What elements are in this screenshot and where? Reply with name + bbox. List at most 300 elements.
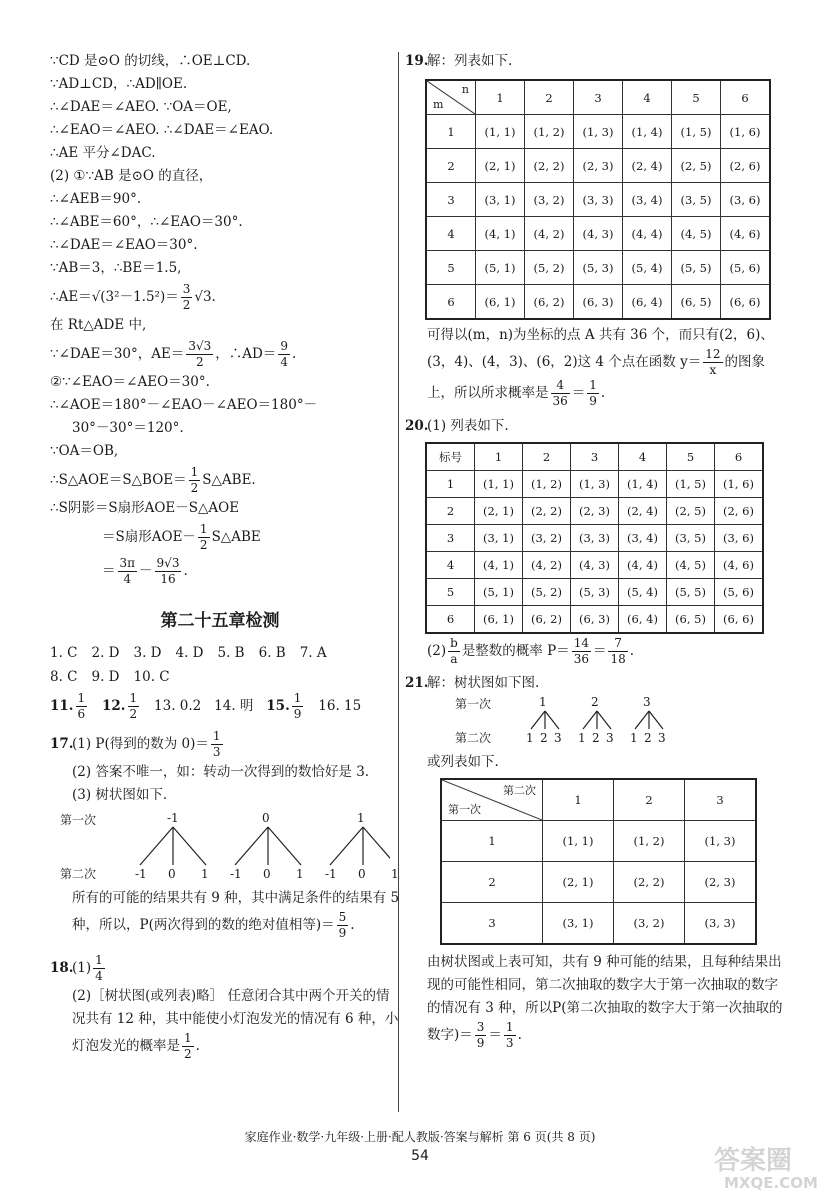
q17-p2: (2) 答案不唯一，如：转动一次得到的数恰好是 3.: [72, 764, 370, 780]
row-header: 1: [441, 821, 543, 862]
tree-branch: [531, 711, 545, 729]
tree-leaf: 3: [658, 731, 666, 745]
row-header: 3: [426, 525, 475, 552]
q21-table: [440, 778, 757, 945]
q19-table: [425, 79, 771, 320]
proof-line: ∴∠ABE＝60°，∴∠EAO＝30°.: [50, 214, 243, 230]
table-cell: (6, 6): [715, 606, 764, 634]
proof-line: ∴∠DAE＝∠AEO. ∵OA＝OE,: [50, 99, 232, 115]
table-row: [426, 606, 763, 634]
table-row: [426, 149, 770, 183]
table-cell: (1, 6): [715, 471, 764, 498]
answers-row-2: [50, 665, 390, 689]
answer-item: 5. B: [217, 645, 245, 661]
ad-prefix: ∵∠DAE＝30°，AE＝: [50, 346, 185, 362]
s4-prefix: ＝: [102, 563, 116, 579]
q17-concl-fraction: [337, 910, 349, 941]
column-header: 3: [571, 443, 619, 471]
table-cell: (4, 3): [571, 552, 619, 579]
tree-leaf: -1: [230, 867, 242, 881]
q18-p2-text: (2)［树状图(或列表)略］ 任意闭合其中两个开关的情况共有 12 种，其中能使小灯泡发光的情况有 6 种，小灯泡发光的概率是: [72, 988, 399, 1054]
proof-line: ∵OA＝OB,: [50, 443, 119, 459]
q17-concl-end: .: [350, 917, 355, 933]
q21-p-mid: ＝: [488, 1027, 502, 1043]
q19-p-fraction-2: [587, 378, 599, 409]
s3-prefix: ＝S扇形AOE－: [102, 529, 196, 545]
table-cell: (5, 6): [721, 251, 771, 285]
s4-num2: 9√3: [156, 556, 180, 570]
table-cell: (6, 3): [571, 606, 619, 634]
q14-answer: 14. 明: [214, 698, 254, 714]
s3-fraction: [198, 522, 210, 553]
table-cell: (3, 2): [614, 903, 685, 945]
q20-p-mid: ＝: [592, 643, 607, 659]
table-cell: (5, 6): [715, 579, 764, 606]
q18-p1-text: (1): [72, 960, 92, 976]
q18-p2-fraction: [182, 1031, 194, 1062]
table-cell: (6, 1): [476, 285, 525, 320]
proof-part-1: [50, 50, 390, 280]
s1-suffix: S△ABE.: [202, 472, 256, 488]
table-cell: (6, 4): [619, 606, 667, 634]
tree-branch: [583, 711, 597, 729]
tree-branch: [635, 711, 649, 729]
table-cell: (2, 1): [476, 149, 525, 183]
column-header: 1: [475, 443, 523, 471]
table-cell: (4, 2): [525, 217, 574, 251]
table-cell: (1, 1): [543, 821, 614, 862]
proof-line: (2) ①∵AB 是⊙O 的直径，: [50, 168, 213, 184]
corner-label-second: 第二次: [503, 784, 536, 797]
q12-label: 12.: [102, 698, 126, 714]
ad-num1: 3√3: [188, 339, 212, 353]
row-header: 6: [426, 606, 475, 634]
page-footer: 家庭作业·数学·九年级·上册·配人教版·答案与解析 第 6 页(共 8 页): [244, 1130, 596, 1144]
q17-number: 17.: [50, 736, 74, 752]
right-column: [405, 50, 795, 1051]
proof-line: ∴∠AOE＝180°－∠EAO－∠AEO＝180°－: [50, 397, 318, 413]
tree-leaf: 1: [201, 867, 209, 881]
s4-fraction-2: [155, 556, 182, 587]
table-cell: (1, 4): [623, 115, 672, 149]
s4-num1: 3π: [119, 556, 136, 570]
table-cell: (1, 5): [667, 471, 715, 498]
answer-item: 8. C: [50, 669, 78, 685]
q20-ba-num: b: [450, 636, 458, 650]
q20-intro: [405, 415, 797, 438]
table-cell: (2, 2): [523, 498, 571, 525]
table-cell: (4, 4): [619, 552, 667, 579]
q21-p-num1: 3: [476, 1020, 485, 1034]
table-cell: (2, 2): [525, 149, 574, 183]
row-header: 3: [441, 903, 543, 945]
table-cell: (1, 6): [721, 115, 771, 149]
q17-concl-text: 所有的可能的结果共有 9 种，其中满足条件的结果有 5 种，所以，P(两次得到的数的绝对值相等)＝: [72, 890, 400, 933]
answer-item: 2. D: [91, 645, 120, 661]
tree-node: -1: [167, 811, 179, 825]
row-header: 5: [426, 579, 475, 606]
answer-item: 3. D: [133, 645, 162, 661]
q19-p-mid: ＝: [571, 385, 586, 401]
table-cell: (6, 2): [523, 606, 571, 634]
table-cell: (4, 6): [715, 552, 764, 579]
q20-number: 20.: [405, 418, 429, 434]
q20-p-fraction-2: [608, 636, 627, 667]
q19-concl1: 可得以(m，n)为坐标的点 A 共有 36 个，而只有(2，6)、(3，4)、(4，3)、(6，2)这 4 个点在函数 y＝: [427, 327, 774, 370]
table-header-row: [426, 443, 763, 471]
tree-second-label: 第二次: [455, 731, 492, 745]
row-header: 6: [426, 285, 476, 320]
q20-intro-text: (1) 列表如下.: [427, 418, 509, 434]
q11-label: 11.: [50, 698, 74, 714]
table-row: [426, 251, 770, 285]
proof-part-2: [50, 371, 390, 463]
watermark-logo: [710, 1140, 830, 1196]
column-header: 3: [685, 779, 757, 821]
q20-p2-mid: 是整数的概率 P＝: [461, 643, 570, 659]
table-header-row: [441, 779, 756, 821]
proof-line: ∵AB＝3，∴BE＝1.5,: [50, 260, 182, 276]
table-cell: (2, 3): [571, 498, 619, 525]
tree-leaf: 0: [263, 867, 271, 881]
q18-block: [50, 951, 402, 1062]
table-cell: (5, 1): [476, 251, 525, 285]
q17-p1-num: 1: [212, 729, 221, 743]
q18-number: 18.: [50, 960, 74, 976]
table-cell: (2, 6): [721, 149, 771, 183]
tree-branch: [330, 827, 363, 865]
q21-number: 21.: [405, 675, 429, 691]
column-header: 4: [619, 443, 667, 471]
table-cell: (3, 3): [685, 903, 757, 945]
table-cell: (1, 2): [614, 821, 685, 862]
table-cell: (3, 1): [476, 183, 525, 217]
q17-p1-text: (1) P(得到的数为 0)＝: [72, 736, 209, 752]
answers-row-1: [50, 641, 390, 665]
q19-number: 19.: [405, 53, 429, 69]
table-corner-cell: [441, 779, 543, 821]
q21-intro: [405, 672, 797, 695]
table-cell: (5, 5): [667, 579, 715, 606]
q17-p1-den: 3: [212, 745, 221, 759]
q12-num: 1: [129, 691, 138, 705]
table-cell: (1, 2): [525, 115, 574, 149]
table-cell: (1, 4): [619, 471, 667, 498]
table-cell: (2, 2): [614, 862, 685, 903]
rt-line: 在 Rt△ADE 中,: [50, 317, 147, 333]
tree-node: 2: [591, 695, 599, 709]
s1-prefix: ∴S△AOE＝S△BOE＝: [50, 472, 187, 488]
tree-leaf: 1: [526, 731, 534, 745]
q17-p3: (3) 树状图如下.: [72, 787, 168, 803]
table-cell: (6, 5): [672, 285, 721, 320]
q20-p2: [405, 634, 795, 668]
ae-fraction: [181, 282, 193, 313]
q18-p2-num: 1: [184, 1031, 192, 1045]
q18-p2-end: .: [195, 1038, 200, 1054]
table-cell: (3, 5): [667, 525, 715, 552]
tree-branch: [235, 827, 268, 865]
q19-intro-text: 解：列表如下.: [427, 53, 513, 69]
q20-p-den2: 18: [610, 652, 626, 666]
table-cell: (2, 3): [685, 862, 757, 903]
ad-den1: 2: [196, 355, 204, 369]
table-cell: (1, 1): [476, 115, 525, 149]
q20-p-end: .: [629, 643, 635, 659]
s4-den1: 4: [123, 572, 132, 586]
q21-conclusion: [405, 951, 787, 1051]
tree-leaf: 2: [592, 731, 600, 745]
q15-label: 15.: [266, 698, 290, 714]
answer-item: 4. D: [175, 645, 204, 661]
table-cell: (3, 2): [525, 183, 574, 217]
q17-conclusion: [50, 887, 402, 941]
table-cell: (3, 6): [721, 183, 771, 217]
proof-line: 30°－30°＝120°.: [72, 420, 184, 436]
tree-branch: [363, 827, 390, 865]
corner-label-first: 第一次: [448, 803, 481, 816]
table-cell: (5, 5): [672, 251, 721, 285]
row-header: 5: [426, 251, 476, 285]
table-cell: (3, 2): [523, 525, 571, 552]
tree-second-label: 第二次: [60, 867, 97, 881]
table-cell: (2, 3): [574, 149, 623, 183]
table-cell: (2, 4): [619, 498, 667, 525]
proof-line: ∵CD 是⊙O 的切线，∴OE⊥CD.: [50, 53, 251, 69]
tree-leaf: -1: [135, 867, 147, 881]
q19-p-den1: 36: [552, 394, 568, 408]
q21-p-den1: 9: [476, 1036, 485, 1050]
tree-branch: [173, 827, 206, 865]
table-row: [426, 525, 763, 552]
tree-leaf: 1: [578, 731, 586, 745]
s3-den: 2: [199, 538, 208, 552]
q19-func-fraction: [703, 347, 722, 378]
table-cell: (6, 4): [623, 285, 672, 320]
s4-fraction-1: [118, 556, 138, 587]
table-row: [441, 821, 756, 862]
q21-p-den2: 3: [505, 1036, 514, 1050]
table-cell: (1, 1): [475, 471, 523, 498]
row-header: 2: [426, 149, 476, 183]
q20-ba-fraction: [448, 636, 460, 667]
table-cell: (6, 6): [721, 285, 771, 320]
tree-leaf: -1: [325, 867, 337, 881]
tree-node: 1: [539, 695, 547, 709]
q19-func-num: 12: [705, 347, 721, 361]
column-header: 2: [525, 80, 574, 115]
table-cell: (3, 3): [574, 183, 623, 217]
q19-p-num1: 4: [551, 378, 570, 394]
column-header: 4: [623, 80, 672, 115]
tree-node: 0: [262, 811, 270, 825]
proof-line: ∴∠EAO＝∠AEO. ∴∠DAE＝∠EAO.: [50, 122, 274, 138]
tree-branch: [649, 711, 663, 729]
table-cell: (6, 1): [475, 606, 523, 634]
proof-line: ②∵∠EAO＝∠AEO＝30°.: [50, 374, 210, 390]
s3-num: 1: [199, 522, 208, 536]
row-header: 4: [426, 552, 475, 579]
ad-mid: ，∴AD＝: [215, 346, 277, 362]
tree-leaf: 1: [630, 731, 638, 745]
section-heading: 第二十五章检测: [160, 611, 280, 631]
proof-line: ∵AD⊥CD，∴AD∥OE.: [50, 76, 188, 92]
row-header: 1: [426, 471, 475, 498]
table-cell: (5, 2): [525, 251, 574, 285]
q21-tree-diagram: [405, 695, 795, 751]
answer-item: 9. D: [91, 669, 120, 685]
q18-p1: [50, 951, 402, 985]
watermark-text-2: MXQE.COM: [724, 1174, 818, 1192]
table-cell: (2, 1): [475, 498, 523, 525]
table-corner-cell: [426, 80, 476, 115]
table-cell: (5, 1): [475, 579, 523, 606]
tree-leaf: 1: [391, 867, 399, 881]
table-row: [426, 115, 770, 149]
row-header: 3: [426, 183, 476, 217]
table-row: [426, 217, 770, 251]
table-cell: (4, 2): [523, 552, 571, 579]
table-cell: (6, 3): [574, 285, 623, 320]
q20-p-fraction-1: [572, 636, 591, 667]
q21-p-fraction-1: [475, 1020, 487, 1051]
column-header: 2: [523, 443, 571, 471]
tree-node: 1: [357, 811, 365, 825]
q17-tree-diagram: [50, 807, 399, 887]
table-row: [426, 552, 763, 579]
area-line-1: [50, 463, 390, 497]
q17-concl-den: 9: [338, 926, 347, 940]
tree-leaf: 0: [358, 867, 366, 881]
row-header: 2: [441, 862, 543, 903]
column-header: 6: [715, 443, 764, 471]
table-cell: (5, 4): [623, 251, 672, 285]
proof-line: ∴∠AEB＝90°.: [50, 191, 142, 207]
q19-func-den: x: [709, 363, 717, 377]
q11-num: 1: [77, 691, 86, 705]
tree-branch: [545, 711, 559, 729]
q20-p-den1: 36: [573, 652, 589, 666]
s1-fraction: [189, 465, 201, 496]
ae-num: 3: [182, 282, 191, 296]
tree-first-label: 第一次: [60, 813, 97, 827]
q19-conclusion: [405, 324, 787, 409]
table-cell: (4, 5): [672, 217, 721, 251]
table-cell: (1, 5): [672, 115, 721, 149]
table-row: [441, 903, 756, 945]
row-header: 1: [426, 115, 476, 149]
q20-p-num2: 7: [608, 636, 627, 652]
q21-intro-text: 解：树状图如下图.: [427, 675, 540, 691]
q16-answer: 16. 15: [318, 698, 362, 714]
tree-leaf: 3: [606, 731, 614, 745]
q15-num: 1: [293, 691, 302, 705]
q18-p1-num: 1: [95, 953, 103, 967]
s3-suffix: S△ABE: [211, 529, 261, 545]
table-cell: (6, 2): [525, 285, 574, 320]
column-header: 6: [721, 80, 771, 115]
table-cell: (3, 1): [543, 903, 614, 945]
tree-leaf: 2: [644, 731, 652, 745]
table-row: [441, 862, 756, 903]
tree-leaf: 2: [540, 731, 548, 745]
q19-concl2: 的图象上，所以所求概率是: [427, 354, 766, 401]
proof-line: ∴∠DAE＝∠EAO＝30°.: [50, 237, 198, 253]
table-header-row: [426, 80, 770, 115]
table-cell: (3, 3): [571, 525, 619, 552]
table-cell: (4, 5): [667, 552, 715, 579]
tree-branches: [50, 807, 390, 887]
corner-label-n: n: [461, 83, 469, 96]
page-number: 54: [411, 1148, 429, 1164]
tree-branch: [268, 827, 301, 865]
q19-p-fraction-1: [551, 378, 570, 409]
column-header: 5: [667, 443, 715, 471]
table-row: [426, 498, 763, 525]
table-cell: (5, 2): [523, 579, 571, 606]
ad-num2: 9: [280, 339, 289, 353]
table-row: [426, 579, 763, 606]
s1-den: 2: [190, 481, 199, 495]
q11-den: 6: [77, 707, 86, 721]
area-line-3: [50, 520, 390, 554]
q19-p-end: .: [600, 385, 606, 401]
q19-p-num2: 1: [589, 378, 597, 392]
table-cell: (3, 4): [623, 183, 672, 217]
proof-line: ∴AE 平分∠DAC.: [50, 145, 156, 161]
s4-suffix: .: [183, 563, 188, 579]
ad-fraction-1: [186, 339, 213, 370]
table-cell: (3, 1): [475, 525, 523, 552]
table-row: [426, 183, 770, 217]
table-cell: (3, 6): [715, 525, 764, 552]
table-cell: (2, 6): [715, 498, 764, 525]
tree-first-label: 第一次: [455, 697, 492, 711]
table-cell: (5, 4): [619, 579, 667, 606]
q19-p-den2: 9: [589, 394, 597, 408]
q21-or-table: 或列表如下.: [427, 754, 499, 770]
tree-branch: [597, 711, 611, 729]
row-header: 4: [426, 217, 476, 251]
q20-p2-prefix: (2): [427, 643, 447, 659]
table-cell: (3, 4): [619, 525, 667, 552]
q12-den: 2: [129, 707, 138, 721]
area-line-4: [50, 554, 390, 588]
q18-p1-den: 4: [95, 969, 103, 983]
tree-leaf: 1: [296, 867, 304, 881]
table-cell: (4, 6): [721, 217, 771, 251]
q17-p1-fraction: [211, 729, 223, 760]
column-header: 1: [543, 779, 614, 821]
q20-p-num1: 14: [573, 636, 589, 650]
table-row: [426, 285, 770, 320]
q21-p-num2: 1: [505, 1020, 514, 1034]
q11-fraction: [76, 691, 88, 722]
tree-branch: [140, 827, 173, 865]
q21-p-fraction-2: [504, 1020, 516, 1051]
answer-item: 10. C: [133, 669, 170, 685]
q20-table: [425, 442, 764, 634]
q19-intro: [405, 50, 797, 73]
answers-row-3: [50, 689, 390, 723]
table-cell: (4, 1): [475, 552, 523, 579]
table-cell: (5, 3): [574, 251, 623, 285]
s4-den2: 16: [160, 572, 176, 586]
watermark-text-1: 答案圈: [714, 1146, 793, 1176]
column-header: 5: [672, 80, 721, 115]
table-cell: (4, 3): [574, 217, 623, 251]
area-line-2: ∴S阴影＝S扇形AOE－S△AOE: [50, 500, 240, 516]
